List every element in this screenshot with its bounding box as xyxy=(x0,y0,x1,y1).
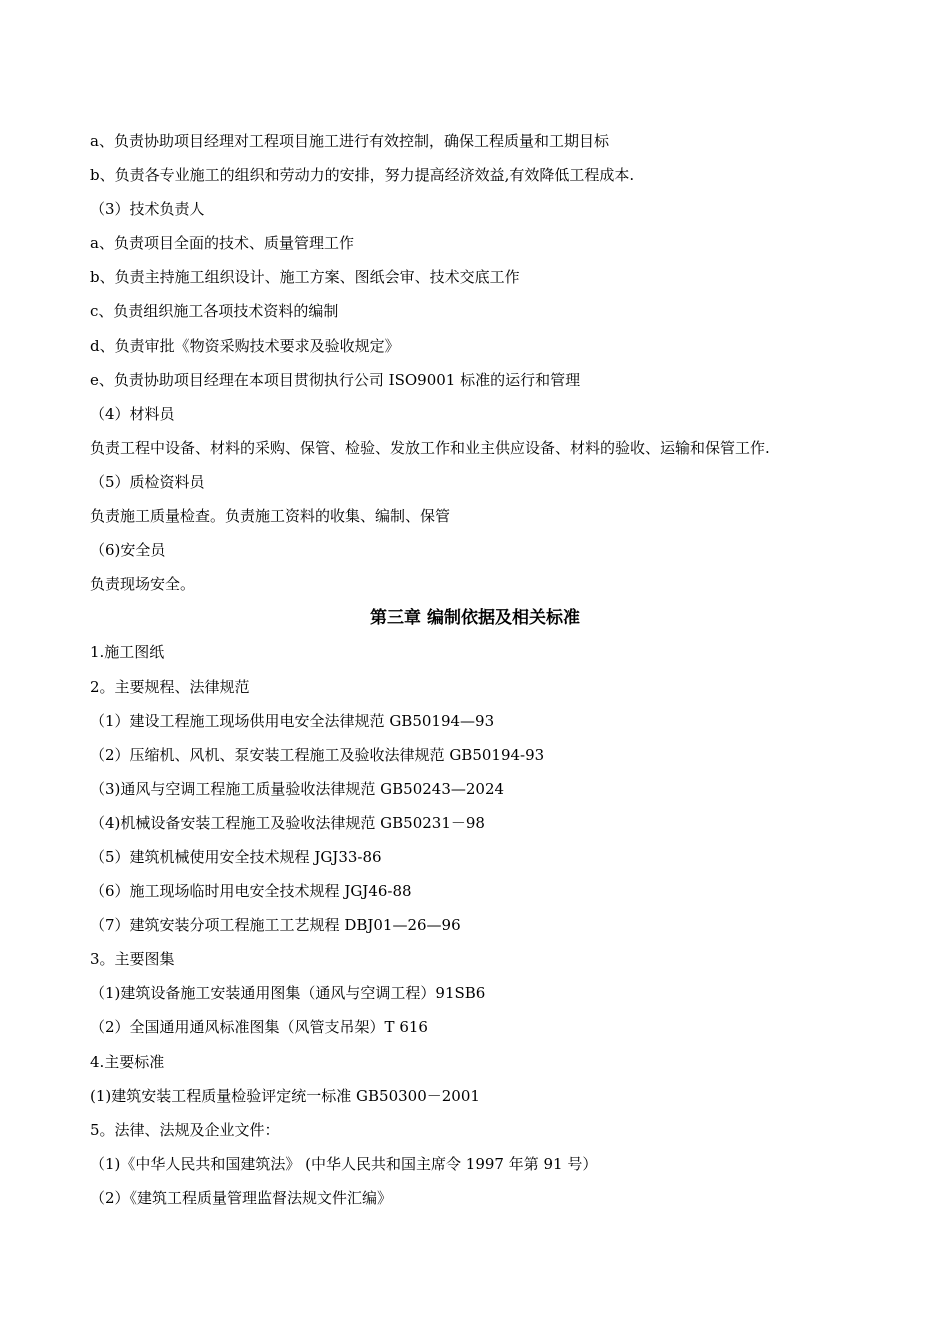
list-item: (1)建筑安装工程质量检验评定统一标准 GB50300－2001 xyxy=(90,1086,480,1105)
list-item: （3)通风与空调工程施工质量验收法律规范 GB50243—2024 xyxy=(90,779,505,798)
list-item: （1)建筑设备施工安装通用图集（通风与空调工程）91SB6 xyxy=(90,984,486,1003)
list-item: （2）全国通用通风标准图集（风管支吊架）T 616 xyxy=(90,1018,428,1037)
section-heading: 4.主要标准 xyxy=(90,1052,165,1071)
list-item: （2）《建筑工程质量管理监督法规文件汇编》 xyxy=(90,1188,393,1207)
role-heading-technical-lead: （3）技术负责人 xyxy=(90,200,205,219)
list-item: （5）建筑机械使用安全技术规程 JGJ33-86 xyxy=(90,847,382,866)
list-item: （4)机械设备安装工程施工及验收法律规范 GB50231－98 xyxy=(90,813,485,832)
list-item: （2）压缩机、风机、泵安装工程施工及验收法律规范 GB50194-93 xyxy=(90,745,545,764)
duty-line: 负责现场安全。 xyxy=(90,575,196,594)
duty-line: b、负责各专业施工的组织和劳动力的安排，努力提高经济效益,有效降低工程成本. xyxy=(90,166,635,185)
section-heading: 3。主要图集 xyxy=(90,950,175,969)
duty-line: e、负责协助项目经理在本项目贯彻执行公司 ISO9001 标准的运行和管理 xyxy=(90,370,581,389)
role-heading-materials-clerk: （4）材料员 xyxy=(90,404,175,423)
duty-line: c、负责组织施工各项技术资料的编制 xyxy=(90,302,339,321)
duty-line: 负责施工质量检查。负责施工资料的收集、编制、保管 xyxy=(90,507,451,526)
list-item: （6）施工现场临时用电安全技术规程 JGJ46-88 xyxy=(90,882,412,901)
duty-line: a、负责协助项目经理对工程项目施工进行有效控制，确保工程质量和工期目标 xyxy=(90,132,609,150)
duty-line: d、负责审批《物资采购技术要求及验收规定》 xyxy=(90,336,400,355)
duty-line: 负责工程中设备、材料的采购、保管、检验、发放工作和业主供应设备、材料的验收、运输和保管工作. xyxy=(90,438,770,457)
duty-line: b、负责主持施工组织设计、施工方案、图纸会审、技术交底工作 xyxy=(90,268,520,287)
section-heading: 5。法律、法规及企业文件： xyxy=(90,1120,280,1139)
role-heading-quality-clerk: （5）质检资料员 xyxy=(90,472,205,491)
list-item: （1）建设工程施工现场供用电安全法律规范 GB50194—93 xyxy=(90,711,495,730)
duty-line: a、负责项目全面的技术、质量管理工作 xyxy=(90,234,354,253)
section-heading: 1.施工图纸 xyxy=(90,643,165,662)
chapter-title: 第三章 编制依据及相关标准 xyxy=(370,608,580,629)
section-heading: 2。主要规程、法律规范 xyxy=(90,677,250,696)
role-heading-safety-officer: （6)安全员 xyxy=(90,541,166,560)
list-item: （1)《中华人民共和国建筑法》 (中华人民共和国主席令 1997 年第 91 号） xyxy=(90,1154,598,1173)
document-body xyxy=(90,124,880,1215)
list-item: （7）建筑安装分项工程施工工艺规程 DBJ01—26—96 xyxy=(90,916,461,935)
